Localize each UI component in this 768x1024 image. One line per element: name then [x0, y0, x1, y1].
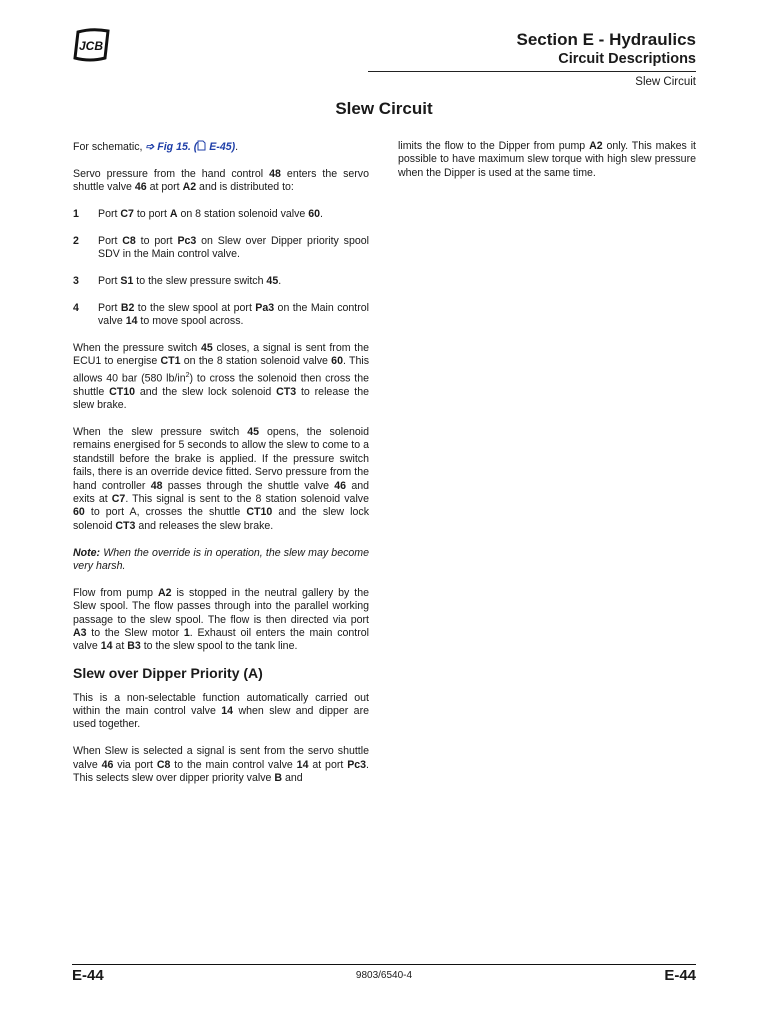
document-icon	[197, 140, 206, 151]
document-number: 9803/6540-4	[355, 970, 413, 981]
switch-opens-paragraph: When the slew pressure switch 45 opens, the solenoid remains energised for 5 seconds to allow the slew to come to a standstill before the brake is applied. If the pressure switch fails, there is an override device fitted. Servo pressure from the hand controller 48 passes through the shuttle valve 46 and exits at C7. This signal is sent to the 8 station solenoid valve 60 to port A, crosses the shuttle CT10 and the slew lock solenoid CT3 and releases the slew brake.	[73, 425, 370, 532]
jcb-logo	[72, 28, 112, 62]
schematic-link[interactable]: ➩ Fig 15. ( E-45)	[145, 141, 236, 153]
subheading: Slew over Dipper Priority (A)	[73, 665, 263, 682]
note: Note: When the override is in operation, the slew may become very harsh.	[73, 546, 369, 572]
non-selectable-paragraph: This is a non-selectable function automatically carried out within the main control valve 14 when slew and dipper are used together.	[73, 691, 369, 731]
continuation-paragraph: limits the flow to the Dipper from pump A2 only. This makes it possible to have maximum slew torque with high slew pressure when the Dipper is used at the same time.	[398, 140, 696, 179]
jcb-logo-text: JCB	[78, 39, 104, 53]
page-number-left: E-44	[72, 967, 104, 984]
left-column	[73, 140, 369, 799]
footer-divider	[72, 964, 696, 965]
intro-paragraph: Servo pressure from the hand control 48 enters the servo shuttle valve 46 at port A2 and is distributed to:	[73, 167, 369, 194]
right-column	[398, 140, 696, 194]
list-item: 4 Port B2 to the slew spool at port Pa3 on the Main control valve 14 to move spool across.	[73, 301, 369, 328]
header-divider	[368, 71, 696, 72]
note-label: Note:	[73, 546, 101, 559]
topic-label: Slew Circuit	[635, 76, 696, 88]
list-item: 2 Port C8 to port Pc3 on Slew over Dipper priority spool SDV in the Main control valve.	[73, 234, 370, 261]
subsection-title: Circuit Descriptions	[558, 51, 696, 67]
switch-closes-paragraph: When the pressure switch 45 closes, a signal is sent from the ECU1 to energise CT1 on the 8 station solenoid valve 60. This allows 40 bar (580 $lb/in^2$) to cross the solenoid then cross the shuttle CT10 and the slew lock solenoid CT3 to release the slew brake.	[73, 342, 369, 412]
flow-paragraph: Flow from pump A2 is stopped in the neutral gallery by the Slew spool. The flow passes through into the parallel working passage to the slew spool. The flow is then directed via port A3 to the Slew motor 1. Exhaust oil enters the main control valve 14 at B3 to the slew spool to the tank line.	[73, 586, 369, 653]
list-item: 1 Port C7 to port A on 8 station solenoid valve 60.	[73, 208, 323, 220]
slew-selected-paragraph: When Slew is selected a signal is sent from the servo shuttle valve 46 via port C8 to the main control valve 14 at port Pc3. This selects slew over dipper priority valve B and	[73, 745, 369, 785]
arrow-icon: ➩	[145, 141, 155, 153]
page-number-right: E-44	[664, 967, 696, 984]
list-item: 3 Port S1 to the slew pressure switch 45.	[73, 275, 282, 287]
section-title: Section E - Hydraulics	[516, 30, 696, 49]
page-title: Slew Circuit	[335, 99, 433, 118]
schematic-reference: For schematic, ➩ Fig 15. ( E-45).	[73, 141, 239, 153]
